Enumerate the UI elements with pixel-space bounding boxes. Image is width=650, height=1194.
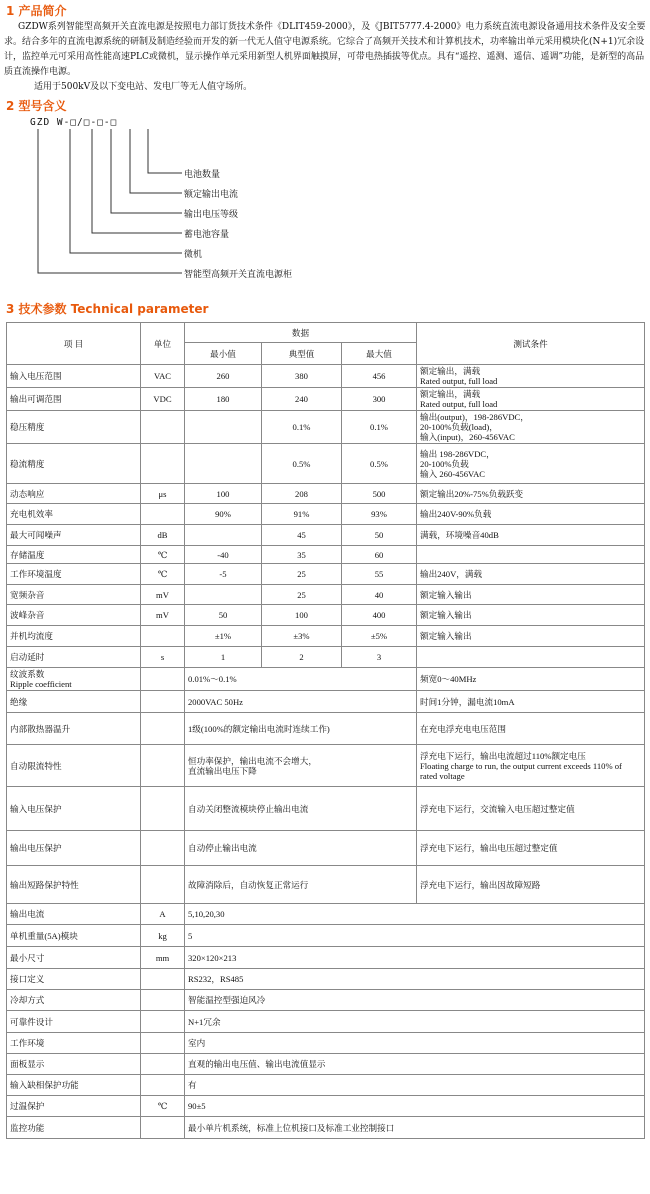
table-row bbox=[7, 745, 645, 787]
cell-condition: 输出240V，满载 bbox=[417, 564, 645, 585]
model-label: 智能型高频开关直流电源柜 bbox=[184, 270, 293, 280]
cell-unit: dB bbox=[141, 525, 185, 546]
table-row bbox=[7, 668, 645, 691]
cell-item: 接口定义 bbox=[7, 969, 141, 990]
cell-unit bbox=[141, 990, 185, 1011]
cell-value: 320×120×213 bbox=[185, 947, 645, 969]
cell-item: 宽频杂音 bbox=[7, 585, 141, 605]
cell-condition: 浮充电下运行，交流输入电压超过整定值 bbox=[417, 787, 645, 831]
header-condition: 测试条件 bbox=[417, 323, 645, 365]
cell-item: 输出短路保护特性 bbox=[7, 866, 141, 904]
section1-heading: 1 产品简介 bbox=[6, 4, 67, 18]
cell-item: 波峰杂音 bbox=[7, 605, 141, 626]
cell-max: 0.5% bbox=[342, 444, 417, 484]
cell-item: 纹波系数 Ripple coefficient bbox=[7, 668, 141, 691]
cell-item: 绝缘 bbox=[7, 691, 141, 713]
cell-typ: ±3% bbox=[262, 626, 342, 647]
cell-min bbox=[185, 585, 262, 605]
cell-min: 1 bbox=[185, 647, 262, 668]
table-row bbox=[7, 925, 645, 947]
cell-condition: 频宽0～40MHz bbox=[417, 668, 645, 691]
table-row bbox=[7, 484, 645, 504]
table-row bbox=[7, 388, 645, 411]
table-row bbox=[7, 626, 645, 647]
cell-max: 50 bbox=[342, 525, 417, 546]
cell-value: 1级(100%的额定输出电流时连续工作) bbox=[185, 713, 417, 745]
cell-condition: 额定输入输出 bbox=[417, 626, 645, 647]
intro-paragraph: 适用于500kV及以下变电站、发电厂等无人值守场所。 bbox=[34, 82, 253, 92]
cell-item: 动态响应 bbox=[7, 484, 141, 504]
cell-typ: 380 bbox=[262, 365, 342, 388]
cell-unit bbox=[141, 787, 185, 831]
cell-item: 最大可闻噪声 bbox=[7, 525, 141, 546]
cell-min: 180 bbox=[185, 388, 262, 411]
cell-item: 输出电压保护 bbox=[7, 831, 141, 866]
table-row bbox=[7, 691, 645, 713]
table-row bbox=[7, 1075, 645, 1096]
cell-min: 90% bbox=[185, 504, 262, 525]
table-row bbox=[7, 904, 645, 925]
table-row bbox=[7, 990, 645, 1011]
intro-paragraph: GZDW系列智能型高频开关直流电源是按照电力部订货技术条件《DLIT459-2000》，及《JBIT5777.4-2000》电力系统直流电源设备通用技术条件及安全要求。结合多年的直流电源系统的研制及制造经验而开发的新一代无人值守电源系统。它综合了高频开关技术和计算机技术，功率输出单元采用模块化(N+1)冗余设计，监控单元可采用高性能高速PLC或微机，显示操作单元采用新型人机界面触摸屏，可带电热插拔等优点。具有“遥控、遥测、遥信、遥调”功能，是新型的高品质直流操作电源。 bbox=[4, 22, 646, 77]
cell-item: 稳压精度 bbox=[7, 411, 141, 444]
cell-unit bbox=[141, 1033, 185, 1054]
cell-condition: 满载，环境噪音40dB bbox=[417, 525, 645, 546]
cell-item: 工作环境温度 bbox=[7, 564, 141, 585]
model-label: 电池数量 bbox=[184, 170, 221, 180]
cell-condition: 输出(output)，198-286VDC， 20-100%负载(load)， 输入(input)，260-456VAC bbox=[417, 411, 645, 444]
cell-value: 有 bbox=[185, 1075, 645, 1096]
cell-unit: A bbox=[141, 904, 185, 925]
cell-item: 输出电流 bbox=[7, 904, 141, 925]
model-label: 蓄电池容量 bbox=[184, 230, 230, 240]
table-row bbox=[7, 713, 645, 745]
cell-min: -5 bbox=[185, 564, 262, 585]
cell-condition: 额定输出20%-75%负载跃变 bbox=[417, 484, 645, 504]
cell-value: 自动关闭整流模块停止输出电流 bbox=[185, 787, 417, 831]
cell-max: 456 bbox=[342, 365, 417, 388]
cell-typ: 2 bbox=[262, 647, 342, 668]
table-row bbox=[7, 365, 645, 388]
table-row bbox=[7, 1011, 645, 1033]
cell-max: 93% bbox=[342, 504, 417, 525]
cell-max: 300 bbox=[342, 388, 417, 411]
cell-condition: 输出 198-286VDC， 20-100%负载 输入 260-456VAC bbox=[417, 444, 645, 484]
cell-unit: kg bbox=[141, 925, 185, 947]
cell-condition: 浮充电下运行，输出电流超过110%额定电压 Floating charge to run, the output current exceeds 110% of rated voltage bbox=[417, 745, 645, 787]
cell-unit: ℃ bbox=[141, 546, 185, 564]
cell-max: 400 bbox=[342, 605, 417, 626]
cell-item: 冷却方式 bbox=[7, 990, 141, 1011]
cell-typ: 25 bbox=[262, 564, 342, 585]
table-row bbox=[7, 647, 645, 668]
cell-item: 充电机效率 bbox=[7, 504, 141, 525]
cell-condition: 浮充电下运行，输出因故障短路 bbox=[417, 866, 645, 904]
cell-max: 3 bbox=[342, 647, 417, 668]
cell-unit bbox=[141, 1011, 185, 1033]
cell-min: ±1% bbox=[185, 626, 262, 647]
cell-item: 输入缺相保护功能 bbox=[7, 1075, 141, 1096]
cell-unit: ℃ bbox=[141, 564, 185, 585]
table-body bbox=[7, 365, 645, 1139]
cell-item: 可靠件设计 bbox=[7, 1011, 141, 1033]
cell-item: 输入电压范围 bbox=[7, 365, 141, 388]
table-row bbox=[7, 546, 645, 564]
cell-value: N+1冗余 bbox=[185, 1011, 645, 1033]
cell-item: 内部散热器温升 bbox=[7, 713, 141, 745]
model-label: 输出电压等级 bbox=[184, 210, 239, 220]
cell-item: 并机均流度 bbox=[7, 626, 141, 647]
section2-heading: 2 型号含义 bbox=[6, 99, 67, 113]
cell-value: 2000VAC 50Hz bbox=[185, 691, 417, 713]
cell-item: 监控功能 bbox=[7, 1117, 141, 1139]
table-row bbox=[7, 1117, 645, 1139]
model-label: 额定输出电流 bbox=[184, 190, 239, 200]
cell-unit bbox=[141, 626, 185, 647]
cell-typ: 0.1% bbox=[262, 411, 342, 444]
cell-condition: 额定输入输出 bbox=[417, 585, 645, 605]
tech-param-table bbox=[6, 322, 645, 1139]
cell-max: ±5% bbox=[342, 626, 417, 647]
table-row bbox=[7, 411, 645, 444]
cell-condition: 时间1分钟，漏电流10mA bbox=[417, 691, 645, 713]
cell-unit: mV bbox=[141, 605, 185, 626]
cell-value: 直观的输出电压值、输出电流值显示 bbox=[185, 1054, 645, 1075]
cell-typ: 240 bbox=[262, 388, 342, 411]
cell-value: 自动停止输出电流 bbox=[185, 831, 417, 866]
cell-unit bbox=[141, 1054, 185, 1075]
cell-value: 智能温控型强迫风冷 bbox=[185, 990, 645, 1011]
cell-min bbox=[185, 411, 262, 444]
header-item: 项 目 bbox=[7, 323, 141, 365]
table-row bbox=[7, 1096, 645, 1117]
table-row bbox=[7, 866, 645, 904]
cell-condition: 输出240V-90%负载 bbox=[417, 504, 645, 525]
cell-unit bbox=[141, 691, 185, 713]
cell-value: 故障消除后，自动恢复正常运行 bbox=[185, 866, 417, 904]
header-unit: 单位 bbox=[141, 323, 185, 365]
cell-unit: mm bbox=[141, 947, 185, 969]
cell-min: 260 bbox=[185, 365, 262, 388]
cell-min: 100 bbox=[185, 484, 262, 504]
cell-item: 输出可调范围 bbox=[7, 388, 141, 411]
table-row bbox=[7, 585, 645, 605]
table-row bbox=[7, 525, 645, 546]
cell-item: 面板显示 bbox=[7, 1054, 141, 1075]
section3-heading: 3 技术参数 Technical parameter bbox=[6, 302, 209, 316]
cell-value: 0.01%～0.1% bbox=[185, 668, 417, 691]
cell-unit bbox=[141, 411, 185, 444]
cell-unit bbox=[141, 1117, 185, 1139]
cell-item: 过温保护 bbox=[7, 1096, 141, 1117]
model-code: GZD W-□/□-□-□ bbox=[30, 117, 118, 128]
cell-item: 启动延时 bbox=[7, 647, 141, 668]
table-row bbox=[7, 969, 645, 990]
cell-item: 最小尺寸 bbox=[7, 947, 141, 969]
cell-item: 单机重量(5A)模块 bbox=[7, 925, 141, 947]
table-row bbox=[7, 787, 645, 831]
table-row bbox=[7, 605, 645, 626]
cell-max: 60 bbox=[342, 546, 417, 564]
cell-typ: 35 bbox=[262, 546, 342, 564]
cell-item: 输入电压保护 bbox=[7, 787, 141, 831]
cell-unit bbox=[141, 713, 185, 745]
cell-condition: 在充电浮充电电压范围 bbox=[417, 713, 645, 745]
cell-max: 500 bbox=[342, 484, 417, 504]
cell-condition: 额定输出，满载 Rated output, full load bbox=[417, 388, 645, 411]
cell-value: 5 bbox=[185, 925, 645, 947]
cell-unit bbox=[141, 969, 185, 990]
cell-value: 最小单片机系统，标准上位机接口及标准工业控制接口 bbox=[185, 1117, 645, 1139]
cell-typ: 100 bbox=[262, 605, 342, 626]
cell-value: 恒功率保护，输出电流不会增大， 直流输出电压下降 bbox=[185, 745, 417, 787]
cell-item: 自动限流特性 bbox=[7, 745, 141, 787]
cell-unit bbox=[141, 1075, 185, 1096]
cell-unit bbox=[141, 504, 185, 525]
cell-unit: ℃ bbox=[141, 1096, 185, 1117]
intro-text bbox=[4, 20, 646, 95]
cell-max: 0.1% bbox=[342, 411, 417, 444]
cell-unit: μs bbox=[141, 484, 185, 504]
cell-condition bbox=[417, 546, 645, 564]
cell-unit: VAC bbox=[141, 365, 185, 388]
cell-item: 存储温度 bbox=[7, 546, 141, 564]
cell-unit bbox=[141, 831, 185, 866]
cell-typ: 91% bbox=[262, 504, 342, 525]
cell-condition: 浮充电下运行，输出电压超过整定值 bbox=[417, 831, 645, 866]
cell-value: RS232，RS485 bbox=[185, 969, 645, 990]
cell-item: 稳流精度 bbox=[7, 444, 141, 484]
cell-min: 50 bbox=[185, 605, 262, 626]
cell-typ: 45 bbox=[262, 525, 342, 546]
cell-value: 室内 bbox=[185, 1033, 645, 1054]
header-max: 最大值 bbox=[342, 343, 417, 365]
cell-max: 55 bbox=[342, 564, 417, 585]
cell-unit: mV bbox=[141, 585, 185, 605]
cell-unit: s bbox=[141, 647, 185, 668]
table-row bbox=[7, 444, 645, 484]
table-row bbox=[7, 831, 645, 866]
cell-condition: 额定输出，满载 Rated output, full load bbox=[417, 365, 645, 388]
cell-min: -40 bbox=[185, 546, 262, 564]
cell-max: 40 bbox=[342, 585, 417, 605]
model-label: 微机 bbox=[184, 250, 203, 260]
cell-typ: 0.5% bbox=[262, 444, 342, 484]
header-data: 数据 bbox=[185, 323, 417, 343]
cell-typ: 25 bbox=[262, 585, 342, 605]
cell-unit bbox=[141, 866, 185, 904]
cell-condition bbox=[417, 647, 645, 668]
cell-min bbox=[185, 525, 262, 546]
cell-item: 工作环境 bbox=[7, 1033, 141, 1054]
cell-unit bbox=[141, 668, 185, 691]
cell-condition: 额定输入输出 bbox=[417, 605, 645, 626]
table-row bbox=[7, 504, 645, 525]
cell-value: 5,10,20,30 bbox=[185, 904, 645, 925]
cell-typ: 208 bbox=[262, 484, 342, 504]
cell-unit: VDC bbox=[141, 388, 185, 411]
table-row bbox=[7, 947, 645, 969]
table-row bbox=[7, 1033, 645, 1054]
cell-value: 90±5 bbox=[185, 1096, 645, 1117]
table-row bbox=[7, 564, 645, 585]
header-typ: 典型值 bbox=[262, 343, 342, 365]
cell-unit bbox=[141, 444, 185, 484]
cell-unit bbox=[141, 745, 185, 787]
table-row bbox=[7, 1054, 645, 1075]
cell-min bbox=[185, 444, 262, 484]
header-min: 最小值 bbox=[185, 343, 262, 365]
